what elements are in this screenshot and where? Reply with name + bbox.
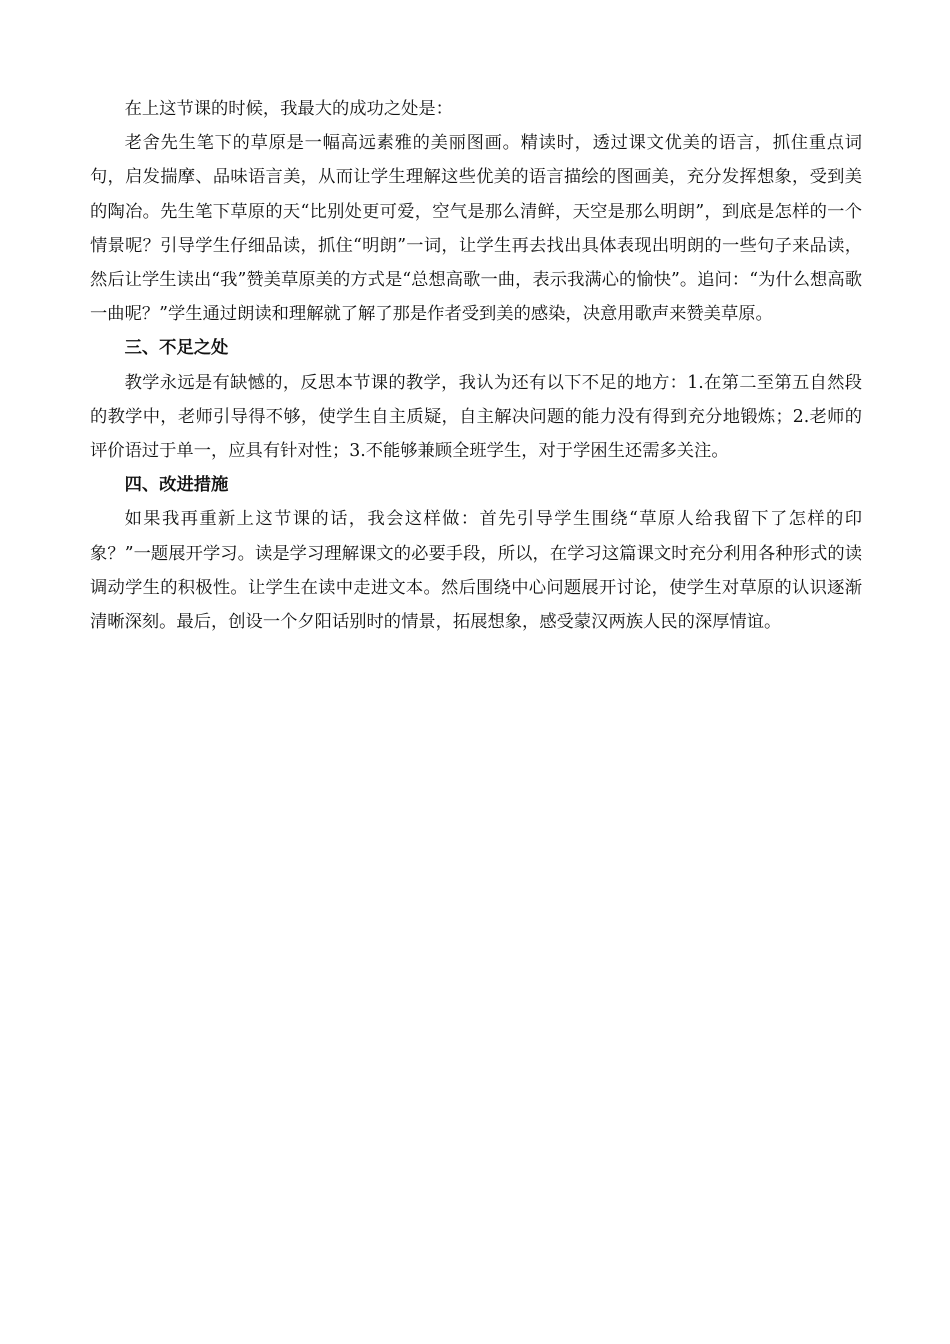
paragraph-improvements: 如果我再重新上这节课的话，我会这样做：首先引导学生围绕“草原人给我留下了怎样的印象？”一题展开学习。读是学习理解课文的必要手段，所以，在学习这篇课文时充分利用各种形式的读调动学生的积极性。让学生在读中走进文本。然后围绕中心问题展开讨论，使学生对草原的认识逐渐清晰深刻。最后，创设一个夕阳话别时的情景，拓展想象，感受蒙汉两族人民的深厚情谊。 xyxy=(90,509,862,633)
paragraph-success-intro: 在上这节课的时候，我最大的成功之处是： xyxy=(124,99,453,119)
document-body xyxy=(90,92,862,639)
section-heading-shortcomings: 三、不足之处 xyxy=(124,338,229,359)
paragraph-success-detail: 老舍先生笔下的草原是一幅高远素雅的美丽图画。精读时，透过课文优美的语言，抓住重点词句，启发揣摩、品味语言美，从而让学生理解这些优美的语言描绘的图画美，充分发挥想象，受到美的陶冶。先生笔下草原的天“比别处更可爱，空气是那么清鲜，天空是那么明朗”，到底是怎样的一个情景呢？引导学生仔细品读，抓住“明朗”一词，让学生再去找出具体表现出明朗的一些句子来品读，然后让学生读出“我”赞美草原美的方式是“总想高歌一曲，表示我满心的愉快”。追问：“为什么想高歌一曲呢？”学生通过朗读和理解就了解了那是作者受到美的感染，决意用歌声来赞美草原。 xyxy=(90,133,862,325)
section-heading-improvements: 四、改进措施 xyxy=(124,475,229,496)
paragraph-shortcomings: 教学永远是有缺憾的，反思本节课的教学，我认为还有以下不足的地方：1.在第二至第五自然段的教学中，老师引导得不够，使学生自主质疑，自主解决问题的能力没有得到充分地锻炼；2.老师的评价语过于单一，应具有针对性；3.不能够兼顾全班学生，对于学困生还需多关注。 xyxy=(90,372,862,462)
